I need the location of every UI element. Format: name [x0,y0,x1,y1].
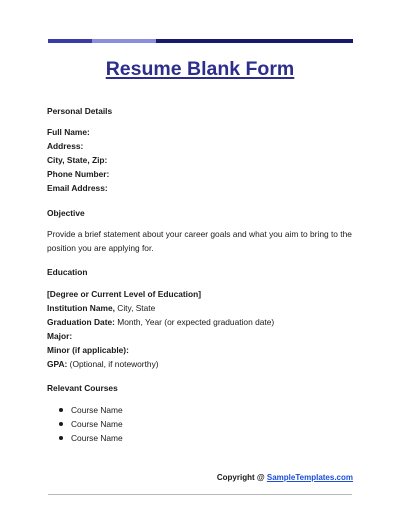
bullet-icon [59,422,63,426]
footer-divider [48,494,352,495]
header-accent-bar [48,39,353,43]
education-institution [47,302,155,314]
institution-value: City, State [114,303,156,313]
field-phone-number: Phone Number: [47,169,110,179]
bullet-icon [59,436,63,440]
education-major: Major: [47,331,73,341]
institution-label: Institution Name, [47,303,115,313]
page-title: Resume Blank Form [105,58,295,80]
education-gpa [47,358,159,370]
section-heading-education: Education [47,267,88,277]
accent-segment-dark [48,39,92,43]
accent-segment-navy [156,39,353,43]
list-item [59,432,123,444]
copyright-prefix: Copyright @ [216,473,267,482]
graduation-label: Graduation Date: [47,317,115,327]
course-name: Course Name [71,433,123,443]
copyright-link[interactable]: SampleTemplates.com [266,473,353,482]
section-heading-courses: Relevant Courses [47,383,118,393]
education-degree: [Degree or Current Level of Education] [47,289,202,299]
graduation-value: Month, Year (or expected graduation date) [114,317,275,327]
list-item [59,404,123,416]
field-address: Address: [47,141,84,151]
list-item [59,418,123,430]
field-city-state-zip: City, State, Zip: [47,155,108,165]
course-name: Course Name [71,405,123,415]
field-full-name: Full Name: [47,127,90,137]
accent-segment-light [92,39,156,43]
section-heading-objective: Objective [47,208,85,218]
education-minor: Minor (if applicable): [47,345,129,355]
copyright-notice [217,472,353,484]
bullet-icon [59,408,63,412]
gpa-label: GPA: [47,359,68,369]
course-name: Course Name [71,419,123,429]
section-heading-personal: Personal Details [47,106,113,116]
objective-text: Provide a brief statement about your career goals and what you aim to bring to the position you are applying for. [47,229,352,253]
education-graduation [47,316,274,328]
gpa-value: (Optional, if noteworthy) [67,359,159,369]
field-email-address: Email Address: [47,183,108,193]
